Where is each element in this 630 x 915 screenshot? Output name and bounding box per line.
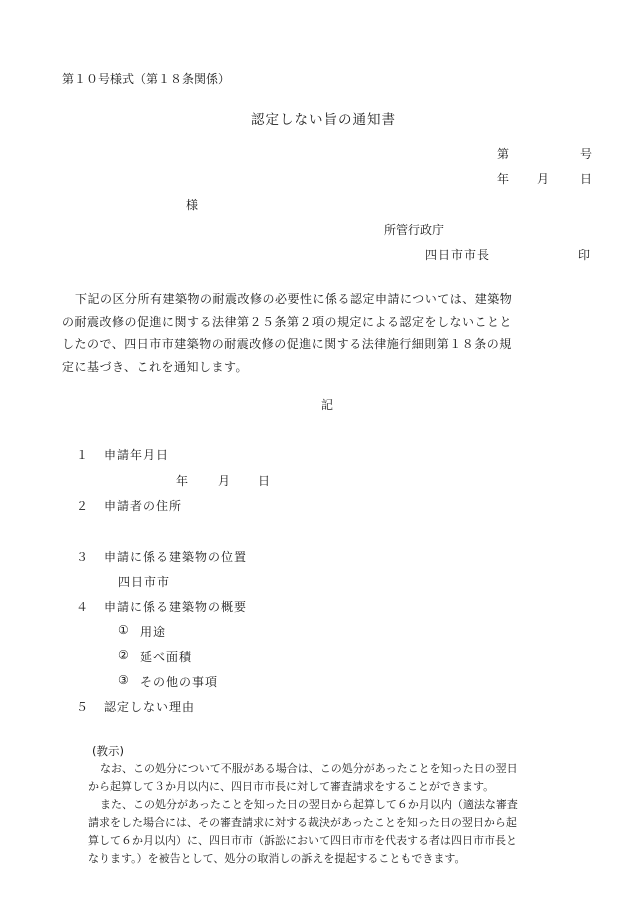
instruction-line: また、この処分があったことを知った日の翌日から起算して６か月以内（適法な審査 xyxy=(100,798,518,811)
item-label: 申請に係る建築物の概要 xyxy=(104,600,248,614)
application-day: 日 xyxy=(258,474,271,488)
issuer-agency: 所管行政庁 xyxy=(384,223,445,237)
application-year: 年 xyxy=(176,474,189,488)
ki-heading: 記 xyxy=(321,398,334,412)
sub-item-mark: ② xyxy=(118,648,129,662)
item-number: ２ xyxy=(76,499,89,513)
building-location-value: 四日市市 xyxy=(118,575,171,589)
document-title: 認定しない旨の通知書 xyxy=(251,112,396,128)
instruction-heading: (教示) xyxy=(92,744,124,758)
body-paragraph xyxy=(62,288,582,378)
sub-item-label: 用途 xyxy=(140,625,167,639)
instruction-line: 請求をした場合には、その審査請求に対する裁決があったことを知った日の翌日から起 xyxy=(88,816,517,829)
body-line: 下記の区分所有建築物の耐震改修の必要性に係る認定申請については、建築物 xyxy=(75,292,513,306)
item-label: 認定しない理由 xyxy=(104,700,196,714)
body-line: したので、四日市市建築物の耐震改修の促進に関する法律施行細則第１８条の規 xyxy=(62,337,512,351)
item-number: １ xyxy=(76,448,89,462)
sub-item-label: その他の事項 xyxy=(140,675,219,689)
date-day: 日 xyxy=(580,172,593,186)
instruction-text xyxy=(88,760,588,868)
recipient-honorific: 様 xyxy=(186,198,199,212)
number-prefix: 第 xyxy=(497,147,510,161)
body-line: 定に基づき、これを通知します。 xyxy=(62,359,249,374)
item-label: 申請に係る建築物の位置 xyxy=(104,550,248,564)
instruction-line: から起算して３か月以内に、四日市市長に対して審査請求をすることができます。 xyxy=(88,780,495,793)
item-label: 申請者の住所 xyxy=(104,499,183,513)
item-label: 申請年月日 xyxy=(104,448,170,462)
instruction-line: なお、この処分について不服がある場合は、この処分があったことを知った日の翌日 xyxy=(100,762,518,775)
form-number: 第１０号様式（第１８条関係） xyxy=(62,72,231,86)
item-number: ４ xyxy=(76,600,89,614)
issuer-seal: 印 xyxy=(578,248,591,262)
number-suffix: 号 xyxy=(580,147,593,161)
item-number: ５ xyxy=(76,700,89,714)
body-line: の耐震改修の促進に関する法律第２５条第２項の規定による認定をしないことと xyxy=(62,314,513,329)
issuer-name: 四日市市長 xyxy=(425,248,491,262)
sub-item-mark: ① xyxy=(118,623,129,637)
sub-item-mark: ③ xyxy=(118,673,129,687)
sub-item-label: 延べ面積 xyxy=(140,650,193,664)
date-year: 年 xyxy=(497,172,510,186)
application-month: 月 xyxy=(218,474,231,488)
item-number: ３ xyxy=(76,550,89,564)
date-month: 月 xyxy=(537,172,550,186)
instruction-line: 算して６か月以内）に、四日市市（訴訟において四日市市を代表する者は四日市市長と xyxy=(88,834,517,847)
instruction-line: なります。）を被告として、処分の取消しの訴えを提起することもできます。 xyxy=(88,852,466,865)
